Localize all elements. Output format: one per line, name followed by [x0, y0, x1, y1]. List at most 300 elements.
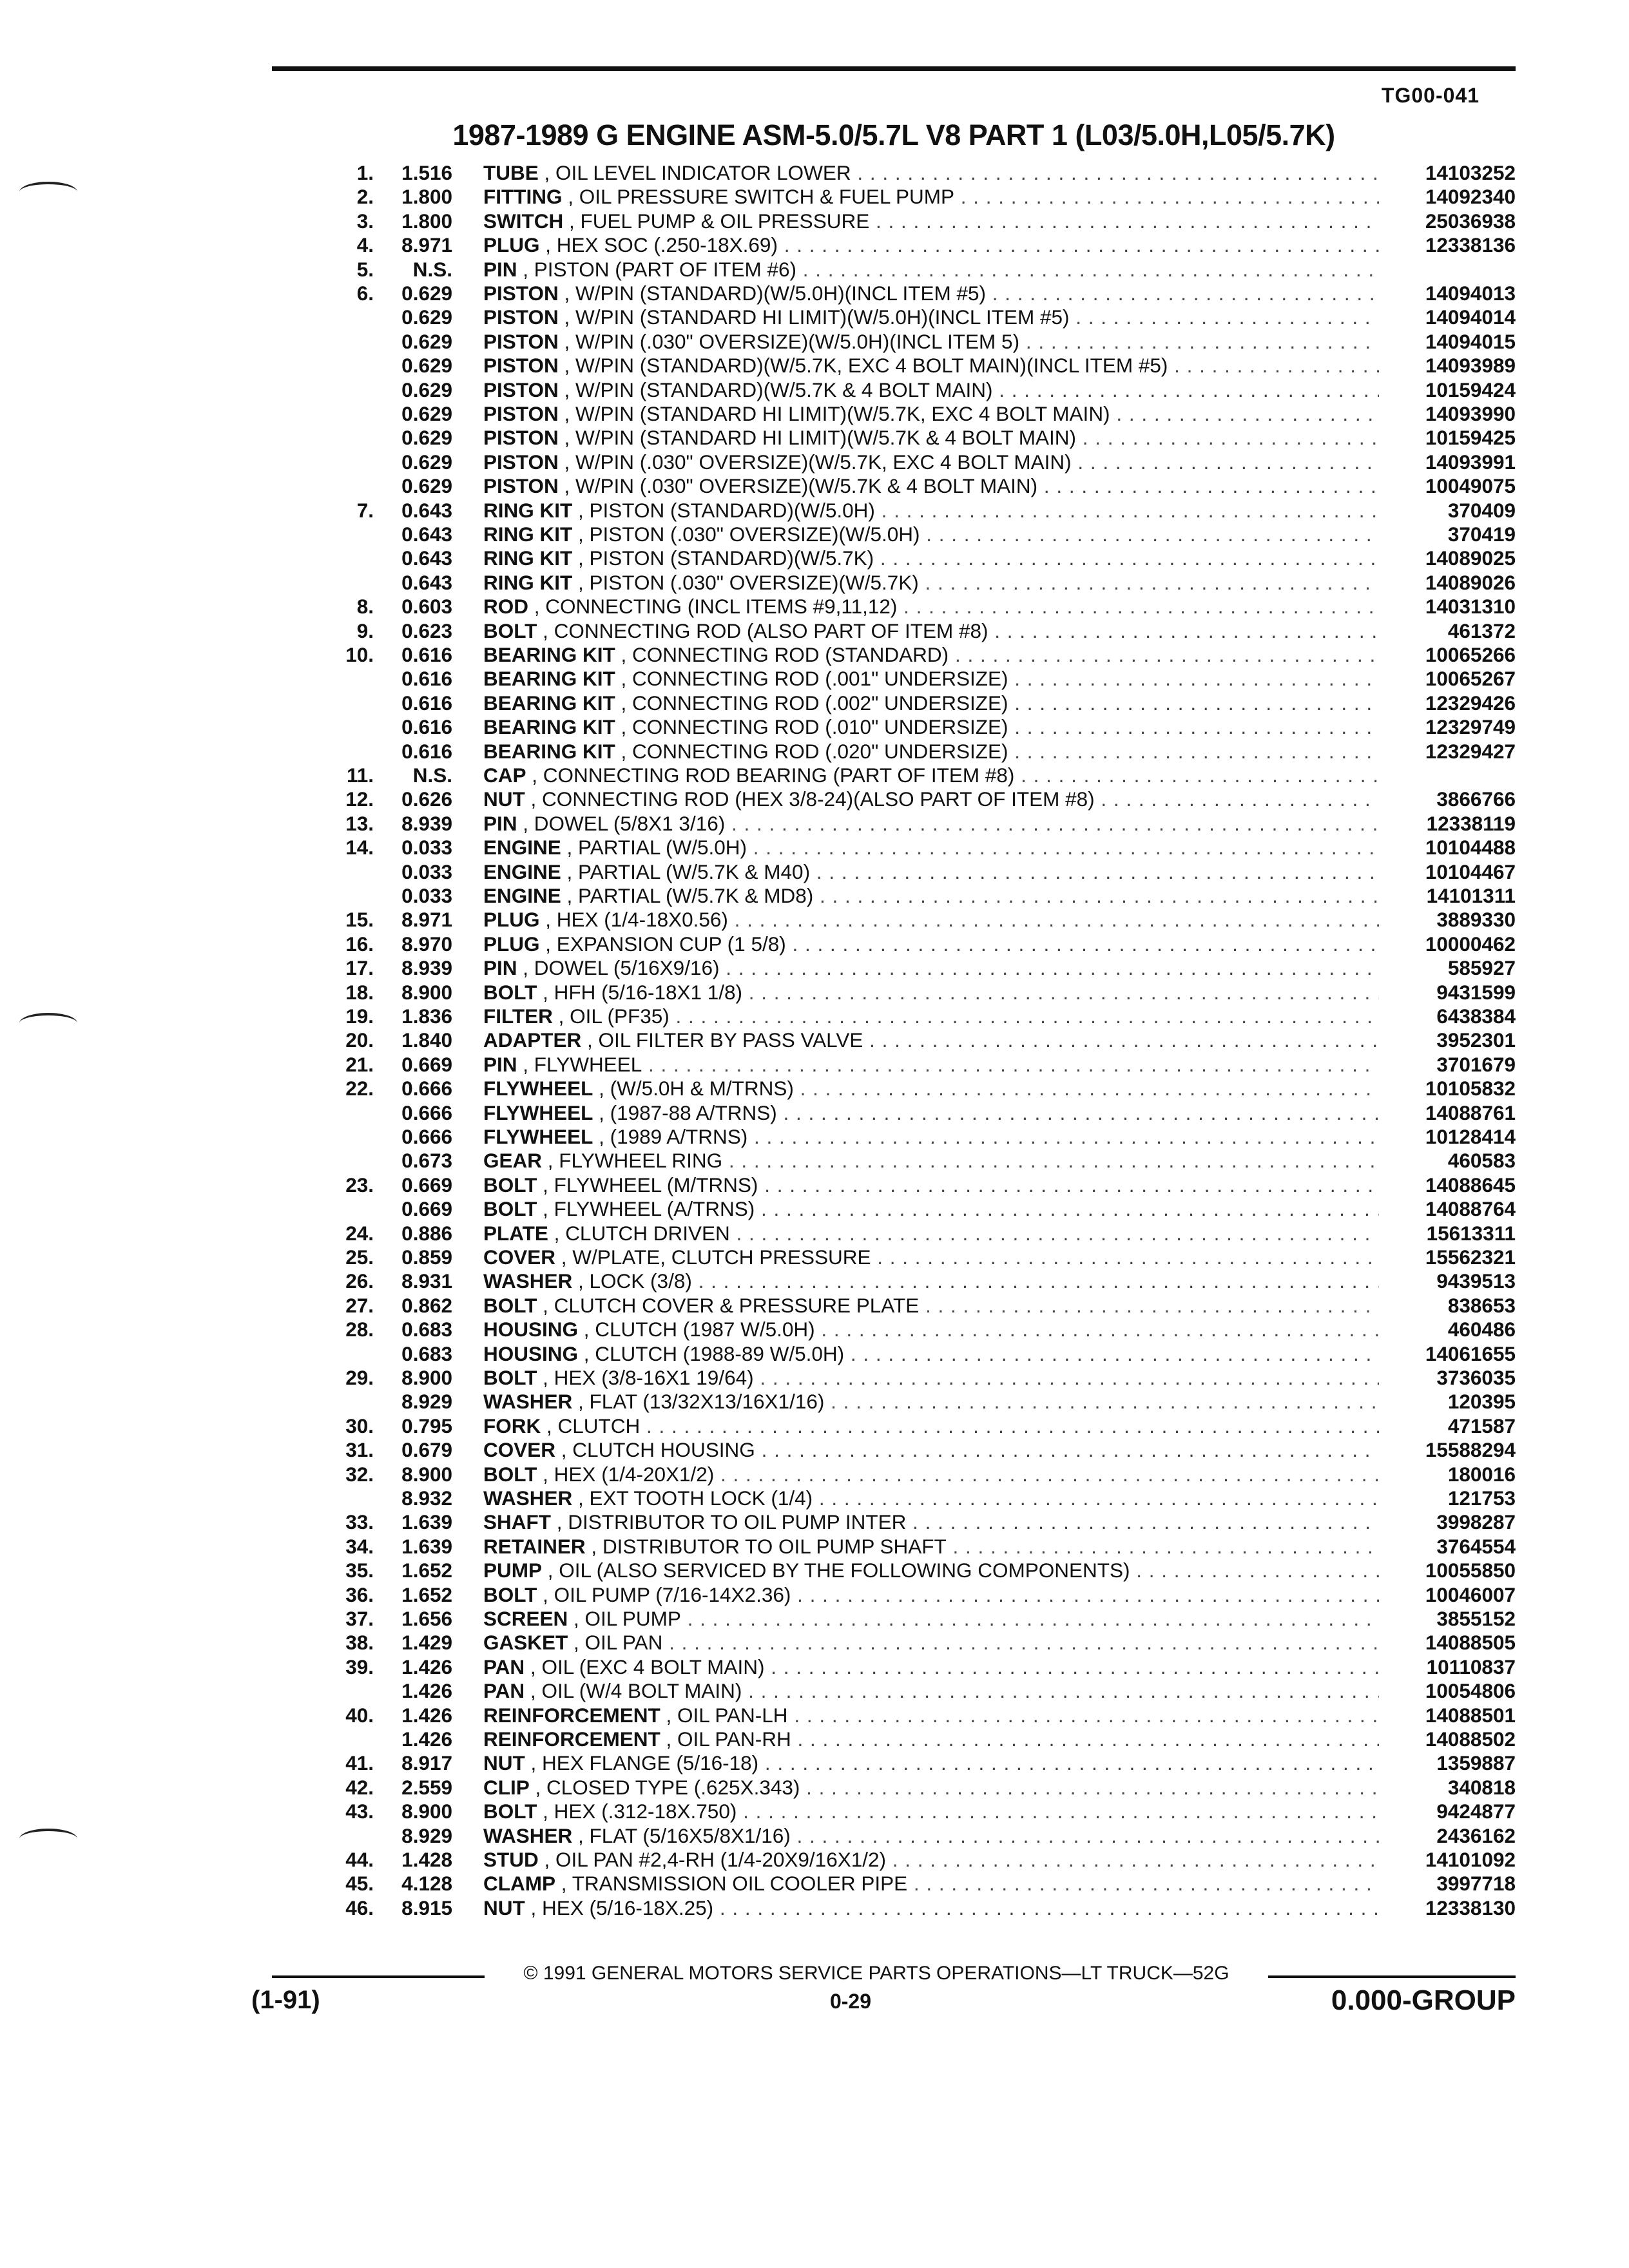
group-number: 0.616: [401, 667, 452, 691]
part-number: 15562321: [1425, 1245, 1516, 1269]
item-number: 9.: [356, 619, 374, 642]
part-name: RING KIT ,: [483, 523, 590, 546]
part-description: [483, 1655, 1379, 1679]
part-description: [483, 1510, 1379, 1534]
item-number: 11.: [346, 764, 374, 787]
part-spec: FLAT (13/32X13/16X1/16) . . .: [590, 1390, 1379, 1413]
part-number: 12329427: [1425, 739, 1516, 763]
group-number: 0.666: [401, 1100, 452, 1124]
group-number: 0.629: [401, 450, 452, 474]
part-spec: OIL PUMP . . .: [585, 1607, 1379, 1630]
group-number: 0.033: [401, 884, 452, 907]
part-row: [0, 1222, 1629, 1245]
item-number: 21.: [345, 1052, 374, 1076]
part-row: [0, 1776, 1629, 1800]
part-name: ENGINE ,: [483, 860, 578, 883]
part-description: [483, 932, 1379, 956]
group-number: 8.931: [401, 1269, 452, 1293]
part-spec: OIL PUMP (7/16-14X2.36) . . .: [554, 1583, 1379, 1606]
part-row: [0, 836, 1629, 860]
footer-rule-left: [272, 1975, 485, 1978]
part-description: [483, 1800, 1379, 1823]
part-row: [0, 1824, 1629, 1848]
part-row: [0, 1896, 1629, 1920]
part-number: 10159425: [1425, 426, 1516, 450]
part-description: [483, 715, 1379, 739]
part-row: [0, 282, 1629, 305]
part-row: [0, 1510, 1629, 1534]
part-row: [0, 908, 1629, 932]
group-number: 0.629: [401, 305, 452, 329]
part-description: [483, 1077, 1379, 1100]
catalog-code: TG00-041: [1381, 84, 1480, 107]
part-spec: CLUTCH (1987 W/5.0H) . . .: [595, 1318, 1379, 1341]
part-number: 3998287: [1436, 1510, 1516, 1534]
part-number: 12338136: [1425, 233, 1516, 257]
group-number: N.S.: [412, 257, 452, 281]
item-number: 36.: [345, 1582, 374, 1606]
part-name: FORK ,: [483, 1414, 558, 1437]
part-description: [483, 258, 1379, 282]
part-row: [0, 233, 1629, 257]
part-name: COVER ,: [483, 1438, 572, 1461]
item-number: 2.: [356, 185, 374, 209]
part-name: PISTON ,: [483, 402, 575, 425]
part-spec: FLYWHEEL . . .: [534, 1053, 1379, 1076]
part-number: 14101311: [1426, 884, 1516, 907]
part-description: [483, 787, 1379, 811]
group-number: 0.629: [401, 354, 452, 378]
part-name: PISTON ,: [483, 426, 575, 449]
part-name: PIN ,: [483, 812, 534, 835]
part-spec: (1987-88 A/TRNS) . . .: [610, 1101, 1379, 1124]
group-number: 0.666: [401, 1077, 452, 1100]
part-spec: DOWEL (5/8X1 3/16) . . .: [534, 812, 1379, 835]
part-spec: DISTRIBUTOR TO OIL PUMP INTER . . .: [568, 1510, 1379, 1533]
part-description: [483, 1318, 1379, 1341]
item-number: 35.: [345, 1559, 374, 1582]
part-description: [483, 908, 1379, 932]
group-number: 8.971: [401, 908, 452, 932]
part-spec: HFH (5/16-18X1 1/8) . . .: [554, 981, 1379, 1004]
top-rule: [272, 66, 1516, 71]
part-name: FLYWHEEL ,: [483, 1077, 610, 1100]
part-number: 10055850: [1425, 1559, 1516, 1582]
part-description: [483, 1583, 1379, 1607]
part-spec: FLYWHEEL (M/TRNS) . . .: [554, 1173, 1379, 1196]
part-number: 2436162: [1436, 1823, 1516, 1847]
part-spec: FUEL PUMP & OIL PRESSURE . . .: [581, 209, 1380, 233]
part-description: [483, 378, 1379, 402]
group-number: 0.683: [401, 1341, 452, 1365]
group-number: 8.917: [401, 1751, 452, 1775]
part-row: [0, 1679, 1629, 1703]
part-description: [483, 764, 1379, 787]
part-name: BOLT ,: [483, 1463, 554, 1486]
part-name: BEARING KIT ,: [483, 715, 632, 738]
item-number: 14.: [345, 836, 374, 860]
part-description: [483, 209, 1379, 233]
part-row: [0, 1028, 1629, 1052]
part-spec: EXT TOOTH LOCK (1/4) . . .: [590, 1486, 1379, 1510]
part-spec: DOWEL (5/16X9/16) . . .: [534, 956, 1379, 979]
group-number: 0.643: [401, 523, 452, 546]
part-name: CAP ,: [483, 764, 543, 787]
part-spec: W/PIN (.030" OVERSIZE)(W/5.7K, EXC 4 BOLT MAIN) . . .: [575, 450, 1379, 474]
part-description: [483, 1004, 1379, 1028]
part-spec: (W/5.0H & M/TRNS) . . .: [610, 1077, 1379, 1100]
group-number: 0.666: [401, 1125, 452, 1148]
part-description: [483, 1173, 1379, 1197]
part-spec: PARTIAL (W/5.7K & MD8) . . .: [578, 884, 1379, 907]
group-number: 8.971: [401, 233, 452, 257]
group-number: 1.429: [401, 1631, 452, 1655]
part-spec: CLUTCH HOUSING . . .: [572, 1438, 1379, 1461]
part-name: BEARING KIT ,: [483, 691, 632, 715]
part-number: 10104467: [1425, 860, 1516, 883]
item-number: 33.: [345, 1510, 374, 1534]
part-name: BOLT ,: [483, 1366, 554, 1389]
group-number: 1.516: [401, 161, 452, 184]
part-description: [483, 1342, 1379, 1366]
part-number: 14093990: [1425, 402, 1516, 425]
part-spec: CONNECTING (INCL ITEMS #9,11,12) . . .: [545, 595, 1379, 618]
part-row: [0, 981, 1629, 1004]
part-row: [0, 884, 1629, 908]
part-row: [0, 499, 1629, 523]
part-spec: OIL (W/4 BOLT MAIN) . . .: [541, 1679, 1379, 1702]
part-number: 585927: [1447, 956, 1516, 980]
copyright-notice: © 1991 GENERAL MOTORS SERVICE PARTS OPERATIONS—LT TRUCK—52G: [523, 1963, 1229, 1984]
part-spec: CONNECTING ROD (.002" UNDERSIZE) . . .: [632, 691, 1379, 715]
part-row: [0, 643, 1629, 667]
part-number: 838653: [1447, 1293, 1516, 1317]
part-row: [0, 1486, 1629, 1510]
group-number: 1.800: [401, 209, 452, 233]
part-description: [483, 860, 1379, 884]
part-number: 10159424: [1425, 378, 1516, 401]
part-description: [483, 619, 1379, 643]
part-name: GASKET ,: [483, 1631, 585, 1654]
part-row: [0, 1607, 1629, 1631]
part-spec: PISTON (.030" OVERSIZE)(W/5.0H) . . .: [590, 523, 1379, 546]
group-number: 0.616: [401, 739, 452, 763]
part-row: [0, 1631, 1629, 1655]
part-name: FITTING ,: [483, 185, 579, 208]
part-spec: CONNECTING ROD (.020" UNDERSIZE) . . .: [632, 740, 1379, 763]
part-description: [483, 1896, 1379, 1920]
part-number: 3866766: [1436, 787, 1516, 811]
part-spec: W/PIN (STANDARD HI LIMIT)(W/5.0H)(INCL ITEM #5) . . .: [575, 305, 1379, 329]
part-row: [0, 1269, 1629, 1293]
part-number: 10105832: [1425, 1077, 1516, 1100]
part-description: [483, 1053, 1379, 1077]
part-name: BEARING KIT ,: [483, 643, 632, 666]
item-number: 10.: [345, 643, 374, 666]
item-number: 4.: [356, 233, 374, 257]
item-number: 12.: [345, 787, 374, 811]
part-number: 3889330: [1436, 908, 1516, 932]
part-number: 14094014: [1425, 305, 1516, 329]
part-row: [0, 740, 1629, 764]
part-number: 15613311: [1426, 1221, 1516, 1245]
part-number: 10000462: [1425, 932, 1516, 956]
group-number: 8.932: [401, 1486, 452, 1510]
part-description: [483, 836, 1379, 860]
part-number: 9424877: [1436, 1800, 1516, 1823]
binder-hole-mark: [19, 1829, 77, 1849]
item-number: 6.: [356, 282, 374, 305]
part-row: [0, 715, 1629, 739]
part-spec: W/PLATE, CLUTCH PRESSURE . . .: [572, 1245, 1379, 1269]
item-number: 39.: [345, 1655, 374, 1678]
part-number: 12338130: [1425, 1896, 1516, 1919]
group-number: 8.929: [401, 1823, 452, 1847]
part-number: 14088764: [1425, 1197, 1516, 1221]
part-name: ROD ,: [483, 595, 545, 618]
group-number: 1.840: [401, 1028, 452, 1052]
part-number: 180016: [1447, 1462, 1516, 1486]
part-number: 460583: [1447, 1149, 1516, 1173]
item-number: 26.: [345, 1269, 374, 1293]
part-spec: PARTIAL (W/5.7K & M40) . . .: [578, 860, 1379, 883]
part-description: [483, 667, 1379, 691]
part-row: [0, 1318, 1629, 1341]
part-name: WASHER ,: [483, 1824, 590, 1847]
part-row: [0, 1077, 1629, 1100]
page-title: 1987-1989 G ENGINE ASM-5.0/5.7L V8 PART 1 (L03/5.0H,L05/5.7K): [452, 119, 1335, 151]
item-number: 38.: [345, 1631, 374, 1655]
part-name: PISTON ,: [483, 282, 575, 305]
group-number: N.S.: [412, 764, 452, 787]
group-number: 1.639: [401, 1534, 452, 1558]
part-row: [0, 1463, 1629, 1486]
group-number: 1.656: [401, 1607, 452, 1630]
part-name: FLYWHEEL ,: [483, 1125, 610, 1148]
part-description: [483, 1222, 1379, 1245]
part-number: 9439513: [1436, 1269, 1516, 1293]
item-number: 5.: [356, 257, 374, 281]
group-number: 8.939: [401, 811, 452, 835]
part-name: PLUG ,: [483, 932, 557, 956]
group-number: 0.643: [401, 546, 452, 570]
group-number: 8.900: [401, 1462, 452, 1486]
part-number: 3764554: [1436, 1534, 1516, 1558]
group-number: 0.616: [401, 715, 452, 739]
item-number: 19.: [345, 1004, 374, 1028]
part-number: 10054806: [1425, 1679, 1516, 1703]
part-number: 12329426: [1425, 691, 1516, 715]
part-spec: CONNECTING ROD (HEX 3/8-24)(ALSO PART OF ITEM #8) . . .: [542, 787, 1379, 811]
item-number: 23.: [345, 1173, 374, 1196]
group-number: 0.629: [401, 426, 452, 450]
part-number: 9431599: [1436, 980, 1516, 1004]
part-number: 14088761: [1425, 1100, 1516, 1124]
part-number: 370419: [1447, 523, 1516, 546]
part-name: PUMP ,: [483, 1559, 559, 1582]
group-number: 8.970: [401, 932, 452, 956]
part-description: [483, 1269, 1379, 1293]
part-spec: PISTON (PART OF ITEM #6) . . .: [534, 258, 1379, 281]
part-name: SHAFT ,: [483, 1510, 568, 1533]
part-name: HOUSING ,: [483, 1318, 595, 1341]
part-spec: DISTRIBUTOR TO OIL PUMP SHAFT . . .: [602, 1535, 1379, 1558]
part-number: 1359887: [1436, 1751, 1516, 1775]
part-spec: OIL LEVEL INDICATOR LOWER . . .: [555, 161, 1379, 184]
part-row: [0, 1294, 1629, 1318]
part-row: [0, 1245, 1629, 1269]
part-name: PISTON ,: [483, 474, 575, 497]
part-name: FILTER ,: [483, 1004, 570, 1028]
group-number: 8.939: [401, 956, 452, 980]
part-description: [483, 884, 1379, 908]
group-number: 1.426: [401, 1727, 452, 1751]
part-row: [0, 209, 1629, 233]
part-description: [483, 1776, 1379, 1800]
part-name: PIN ,: [483, 258, 534, 281]
part-number: 120395: [1447, 1390, 1516, 1414]
group-number: 0.795: [401, 1414, 452, 1437]
group-number: 0.629: [401, 402, 452, 425]
part-description: [483, 1559, 1379, 1582]
part-row: [0, 1053, 1629, 1077]
item-number: 31.: [345, 1438, 374, 1462]
part-spec: W/PIN (STANDARD)(W/5.7K & 4 BOLT MAIN) . . .: [575, 378, 1379, 401]
part-number: 15588294: [1425, 1438, 1516, 1462]
part-row: [0, 546, 1629, 570]
part-row: [0, 1751, 1629, 1775]
part-row: [0, 258, 1629, 282]
part-name: STUD ,: [483, 1848, 555, 1871]
date-code: (1-91): [251, 1986, 320, 2014]
item-number: 28.: [345, 1318, 374, 1341]
part-description: [483, 546, 1379, 570]
part-name: BOLT ,: [483, 981, 554, 1004]
item-number: 15.: [345, 908, 374, 932]
part-name: HOUSING ,: [483, 1342, 595, 1365]
page-number: 0-29: [829, 1990, 872, 2013]
part-name: CLIP ,: [483, 1776, 546, 1799]
group-number: 1.426: [401, 1655, 452, 1678]
group-number: 0.643: [401, 570, 452, 594]
group-number: 8.929: [401, 1390, 452, 1414]
item-number: 13.: [345, 811, 374, 835]
item-number: 16.: [345, 932, 374, 956]
part-row: [0, 1583, 1629, 1607]
group-number: 0.616: [401, 691, 452, 715]
part-description: [483, 1197, 1379, 1221]
part-row: [0, 474, 1629, 498]
group-number: 1.639: [401, 1510, 452, 1534]
part-name: PAN ,: [483, 1655, 541, 1678]
group-number: 0.616: [401, 643, 452, 666]
part-name: BOLT ,: [483, 619, 554, 642]
group-number: 1.426: [401, 1703, 452, 1727]
part-number: 121753: [1447, 1486, 1516, 1510]
item-number: 30.: [345, 1414, 374, 1437]
part-name: RETAINER ,: [483, 1535, 602, 1558]
part-description: [483, 740, 1379, 764]
part-description: [483, 1631, 1379, 1655]
part-spec: OIL PAN-RH . . .: [677, 1727, 1379, 1751]
part-number: 3997718: [1436, 1872, 1516, 1896]
group-number: 0.859: [401, 1245, 452, 1269]
part-description: [483, 981, 1379, 1004]
part-name: GEAR ,: [483, 1149, 559, 1172]
part-row: [0, 1149, 1629, 1173]
part-description: [483, 1704, 1379, 1727]
part-description: [483, 426, 1379, 450]
part-description: [483, 354, 1379, 378]
part-spec: W/PIN (STANDARD)(W/5.0H)(INCL ITEM #5) . . .: [575, 282, 1379, 305]
part-spec: CLUTCH DRIVEN . . .: [565, 1222, 1379, 1245]
part-row: [0, 1390, 1629, 1414]
group-number: 1.428: [401, 1848, 452, 1871]
part-name: BOLT ,: [483, 1583, 554, 1606]
part-description: [483, 450, 1379, 474]
part-name: FLYWHEEL ,: [483, 1101, 610, 1124]
part-number: 3701679: [1436, 1052, 1516, 1076]
part-number: 14101092: [1425, 1848, 1516, 1871]
part-description: [483, 233, 1379, 257]
group-number: 0.669: [401, 1052, 452, 1076]
part-number: 10128414: [1425, 1125, 1516, 1148]
part-description: [483, 523, 1379, 546]
group-number: 0.033: [401, 836, 452, 860]
part-name: RING KIT ,: [483, 546, 590, 570]
part-row: [0, 1704, 1629, 1727]
part-number: 3736035: [1436, 1366, 1516, 1389]
part-spec: W/PIN (STANDARD)(W/5.7K, EXC 4 BOLT MAIN)(INCL ITEM #5) . . .: [575, 354, 1379, 377]
part-spec: W/PIN (STANDARD HI LIMIT)(W/5.7K & 4 BOLT MAIN) . . .: [575, 426, 1379, 449]
group-number: 1.426: [401, 1679, 452, 1703]
part-description: [483, 282, 1379, 305]
part-spec: PISTON (STANDARD)(W/5.7K) . . .: [590, 546, 1379, 570]
part-description: [483, 1463, 1379, 1486]
part-name: COVER ,: [483, 1245, 572, 1269]
group-number: 8.900: [401, 980, 452, 1004]
part-description: [483, 1125, 1379, 1149]
item-number: 22.: [345, 1077, 374, 1100]
part-number: 10065267: [1425, 667, 1516, 691]
group-number: 0.603: [401, 595, 452, 619]
part-spec: HEX (1/4-20X1/2) . . .: [554, 1463, 1379, 1486]
part-description: [483, 1679, 1379, 1703]
part-row: [0, 185, 1629, 209]
part-row: [0, 1535, 1629, 1559]
part-name: SCREEN ,: [483, 1607, 585, 1630]
part-number: 14094015: [1425, 329, 1516, 353]
part-name: PISTON ,: [483, 450, 575, 474]
part-name: WASHER ,: [483, 1486, 590, 1510]
group-number: 1.652: [401, 1559, 452, 1582]
part-name: PISTON ,: [483, 305, 575, 329]
group-number: 0.643: [401, 498, 452, 522]
group-number: 0.679: [401, 1438, 452, 1462]
part-number: 14031310: [1425, 595, 1516, 619]
part-description: [483, 161, 1379, 185]
item-number: 46.: [345, 1896, 374, 1919]
part-name: WASHER ,: [483, 1390, 590, 1413]
part-number: 10046007: [1425, 1582, 1516, 1606]
part-description: [483, 330, 1379, 354]
part-spec: OIL PRESSURE SWITCH & FUEL PUMP . . .: [579, 185, 1379, 208]
part-row: [0, 1800, 1629, 1823]
part-name: RING KIT ,: [483, 571, 590, 594]
part-spec: OIL PAN #2,4-RH (1/4-20X9/16X1/2) . . .: [555, 1848, 1379, 1871]
part-name: ENGINE ,: [483, 836, 578, 859]
group-number: 0.862: [401, 1293, 452, 1317]
